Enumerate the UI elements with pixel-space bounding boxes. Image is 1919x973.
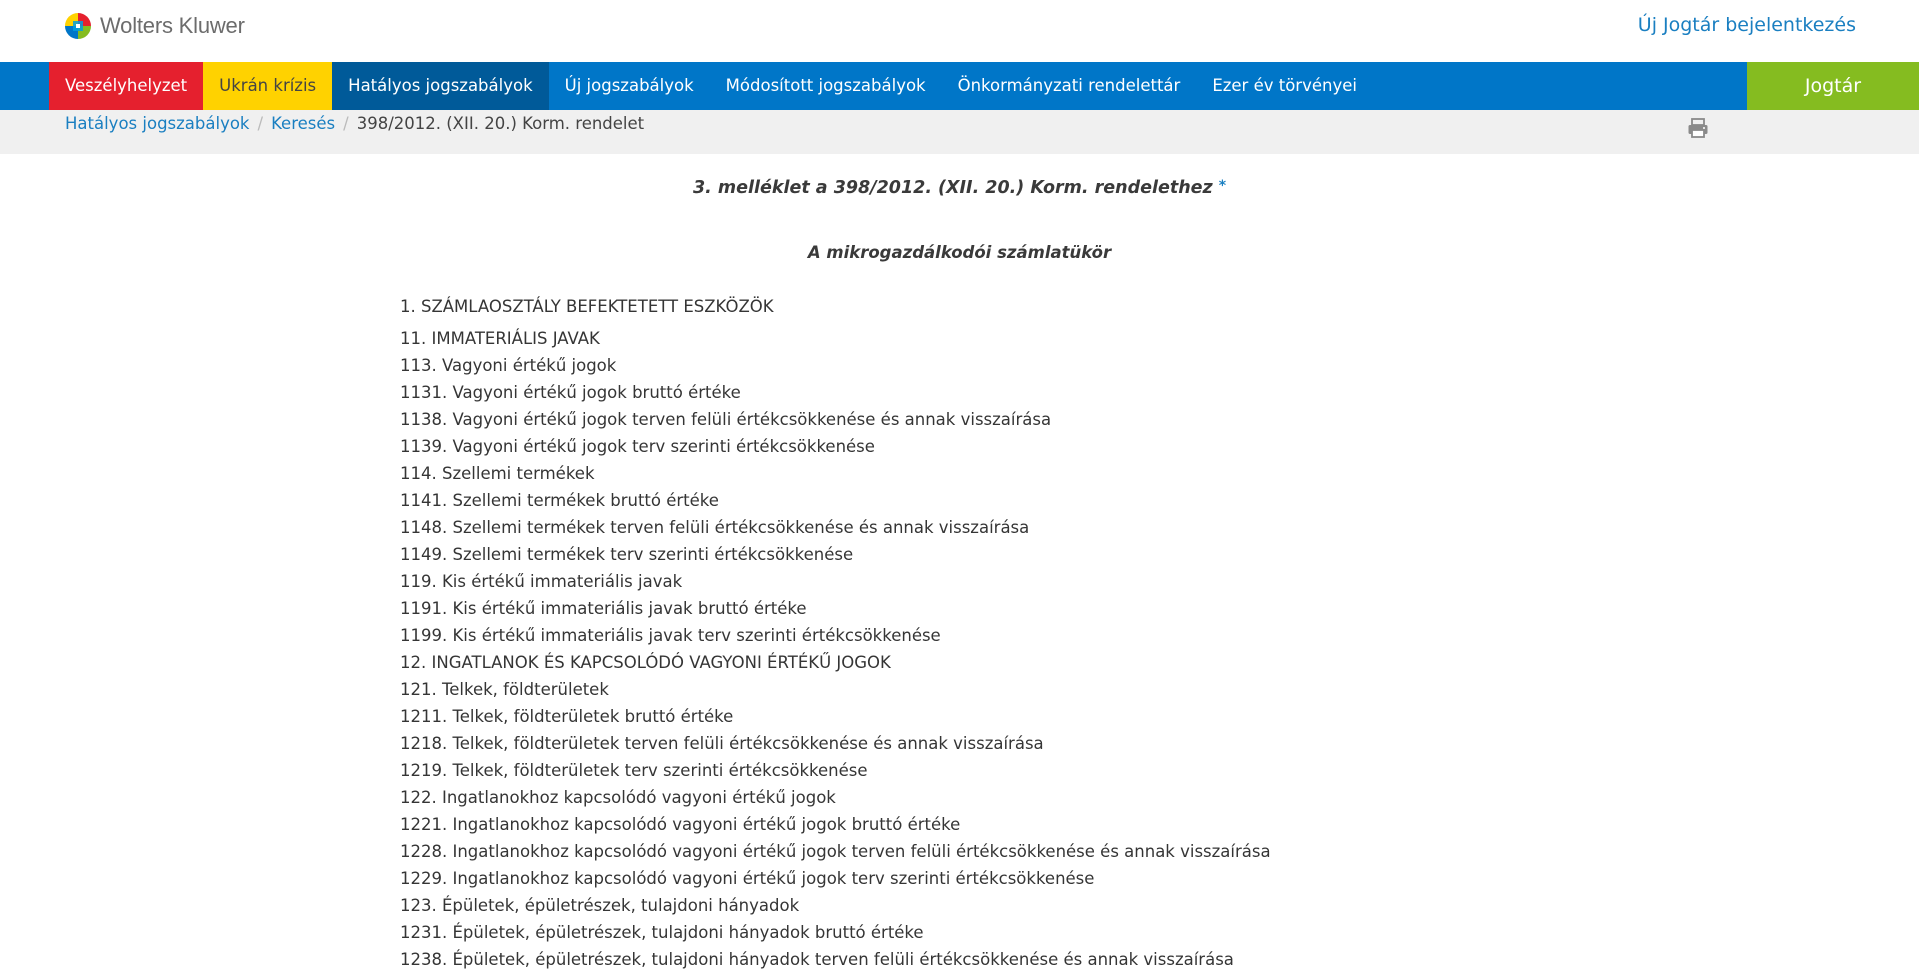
wolters-kluwer-logo-icon	[64, 12, 92, 40]
account-line: 1149. Szellemi termékek terv szerinti értékcsökkenése	[400, 545, 854, 564]
account-line: 122. Ingatlanokhoz kapcsolódó vagyoni értékű jogok	[400, 788, 836, 807]
nav-item-hatalyos-jogszabalyok[interactable]: Hatályos jogszabályok	[332, 62, 549, 110]
breadcrumb-item-hatalyos-jogszabalyok[interactable]: Hatályos jogszabályok	[65, 114, 250, 133]
breadcrumb	[65, 114, 644, 133]
breadcrumb-item-kereses[interactable]: Keresés	[271, 114, 336, 133]
account-class-heading: 1. SZÁMLAOSZTÁLY BEFEKTETETT ESZKÖZÖK	[400, 297, 774, 316]
printer-icon[interactable]	[1686, 116, 1710, 140]
document-title-text: 3. melléklet a 398/2012. (XII. 20.) Korm. rendelethez	[692, 178, 1213, 198]
jogtar-button[interactable]: Jogtár	[1747, 62, 1919, 110]
nav-item-ezer-ev-torvenyei[interactable]: Ezer év törvényei	[1212, 76, 1357, 95]
account-line: 123. Épületek, épületrészek, tulajdoni hányadok	[400, 896, 800, 915]
account-line: 1229. Ingatlanokhoz kapcsolódó vagyoni értékű jogok terv szerinti értékcsökkenése	[400, 869, 1095, 888]
account-line: 113. Vagyoni értékű jogok	[400, 356, 617, 375]
account-line: 1238. Épületek, épületrészek, tulajdoni hányadok terven felüli értékcsökkenése és annak visszaírása	[400, 950, 1234, 969]
account-line: 1191. Kis értékű immateriális javak bruttó értéke	[400, 599, 807, 618]
account-line: 11. IMMATERIÁLIS JAVAK	[400, 329, 600, 348]
account-line: 1218. Telkek, földterületek terven felüli értékcsökkenése és annak visszaírása	[400, 734, 1044, 753]
account-line: 119. Kis értékű immateriális javak	[400, 572, 683, 591]
nav-item-uj-jogszabalyok[interactable]: Új jogszabályok	[564, 76, 694, 95]
nav-item-veszelyhelyzet[interactable]: Veszélyhelyzet	[49, 62, 203, 110]
document-title	[0, 178, 1919, 198]
account-list	[400, 325, 1600, 973]
breadcrumb-bar	[0, 110, 1919, 154]
breadcrumb-current: 398/2012. (XII. 20.) Korm. rendelet	[356, 114, 645, 133]
amendment-marker-link[interactable]: *	[1218, 178, 1227, 194]
account-line: 114. Szellemi termékek	[400, 464, 595, 483]
main-navigation	[0, 62, 1919, 110]
account-line: 1221. Ingatlanokhoz kapcsolódó vagyoni értékű jogok bruttó értéke	[400, 815, 961, 834]
nav-items	[49, 62, 1373, 110]
account-line: 121. Telkek, földterületek	[400, 680, 609, 699]
account-line: 1199. Kis értékű immateriális javak terv szerinti értékcsökkenése	[400, 626, 941, 645]
breadcrumb-separator: /	[257, 114, 264, 133]
nav-item-ukran-krizis[interactable]: Ukrán krízis	[203, 62, 332, 110]
account-line: 1148. Szellemi termékek terven felüli értékcsökkenése és annak visszaírása	[400, 518, 1030, 537]
document-content	[400, 293, 1600, 973]
brand-name: Wolters Kluwer	[100, 13, 245, 38]
account-line: 1141. Szellemi termékek bruttó értéke	[400, 491, 719, 510]
account-line: 1231. Épületek, épületrészek, tulajdoni hányadok bruttó értéke	[400, 923, 924, 942]
brand-logo[interactable]	[64, 10, 245, 42]
document-subtitle: A mikrogazdálkodói számlatükör	[807, 243, 1112, 262]
nav-item-onkormanyzati-rendelettar[interactable]: Önkormányzati rendelettár	[957, 76, 1181, 95]
account-line: 1228. Ingatlanokhoz kapcsolódó vagyoni értékű jogok terven felüli értékcsökkenése és annak visszaírása	[400, 842, 1271, 861]
top-header	[0, 0, 1919, 62]
account-line: 1131. Vagyoni értékű jogok bruttó értéke	[400, 383, 741, 402]
account-line: 1138. Vagyoni értékű jogok terven felüli értékcsökkenése és annak visszaírása	[400, 410, 1052, 429]
nav-item-modositott-jogszabalyok[interactable]: Módosított jogszabályok	[725, 76, 926, 95]
account-line: 1219. Telkek, földterületek terv szerinti értékcsökkenése	[400, 761, 868, 780]
login-link[interactable]: Új Jogtár bejelentkezés	[1637, 14, 1856, 36]
breadcrumb-separator: /	[343, 114, 349, 133]
account-line: 12. INGATLANOK ÉS KAPCSOLÓDÓ VAGYONI ÉRTÉKŰ JOGOK	[400, 653, 891, 672]
account-line: 1139. Vagyoni értékű jogok terv szerinti értékcsökkenése	[400, 437, 875, 456]
account-line: 1211. Telkek, földterületek bruttó értéke	[400, 707, 734, 726]
